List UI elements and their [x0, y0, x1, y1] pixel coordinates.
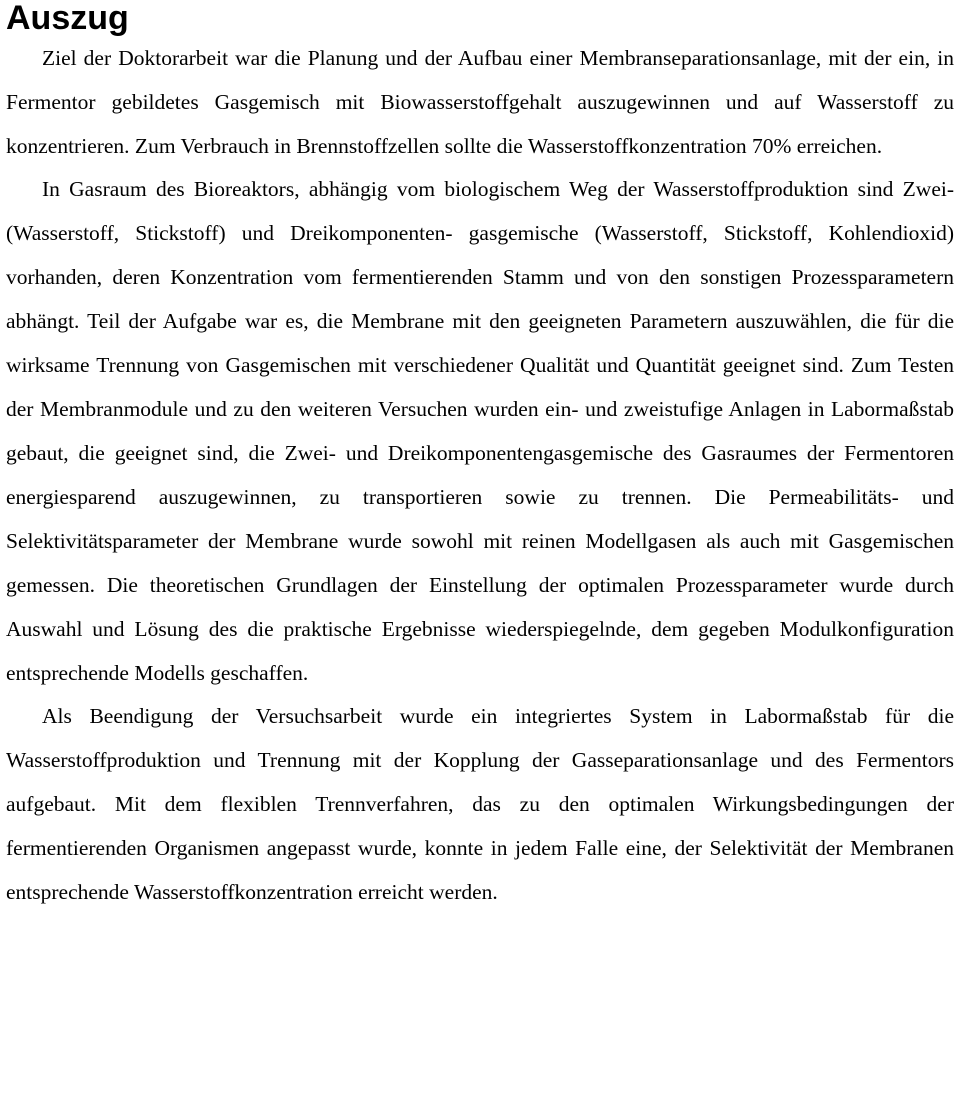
page-title: Auszug	[6, 0, 129, 37]
paragraph-3: Als Beendigung der Versuchsarbeit wurde ein integriertes System in Labormaßstab für die Wasserstoffproduktion und Trennung mit der Kopplung der Gasseparationsanlage und des Fermentors aufgebaut. Mit dem flexiblen Trennverfahren, das zu den optimalen Wirkungsbedingungen der fermentierenden Organismen angepasst wurde, konnte in jedem Falle eine, der Selektivität der Membranen entsprechende Wasserstoffkonzentration erreicht werden.	[6, 704, 954, 904]
paragraph-1: Ziel der Doktorarbeit war die Planung und der Aufbau einer Membranseparationsanlage, mit der ein, in Fermentor gebildetes Gasgemisch mit Biowasserstoffgehalt auszugewinnen und auf Wasserstoff zu konzentrieren. Zum Verbrauch in Brennstoffzellen sollte die Wasserstoffkonzentration 70% erreichen.	[6, 46, 954, 158]
paragraph-2: In Gasraum des Bioreaktors, abhängig vom biologischem Weg der Wasserstoffproduktion sind Zwei- (Wasserstoff, Stickstoff) und Dreikomponenten- gasgemische (Wasserstoff, Stickstoff, Kohlendioxid) vorhanden, deren Konzentration vom fermentierenden Stamm und von den sonstigen Prozessparametern abhängt. Teil der Aufgabe war es, die Membrane mit den geeigneten Parametern auszuwählen, die für die wirksame Trennung von Gasgemischen mit verschiedener Qualität und Quantität geeignet sind. Zum Testen der Membranmodule und zu den weiteren Versuchen wurden ein- und zweistufige Anlagen in Labormaßstab gebaut, die geeignet sind, die Zwei- und Dreikomponentengasgemische des Gasraumes der Fermentoren energiesparend auszugewinnen, zu transportieren sowie zu trennen. Die Permeabilitäts- und Selektivitätsparameter der Membrane wurde sowohl mit reinen Modellgasen als auch mit Gasgemischen gemessen. Die theoretischen Grundlagen der Einstellung der optimalen Prozessparameter wurde durch Auswahl und Lösung des die praktische Ergebnisse wiederspiegelnde, dem gegeben Modulkonfiguration entsprechende Modells geschaffen.	[6, 177, 954, 685]
